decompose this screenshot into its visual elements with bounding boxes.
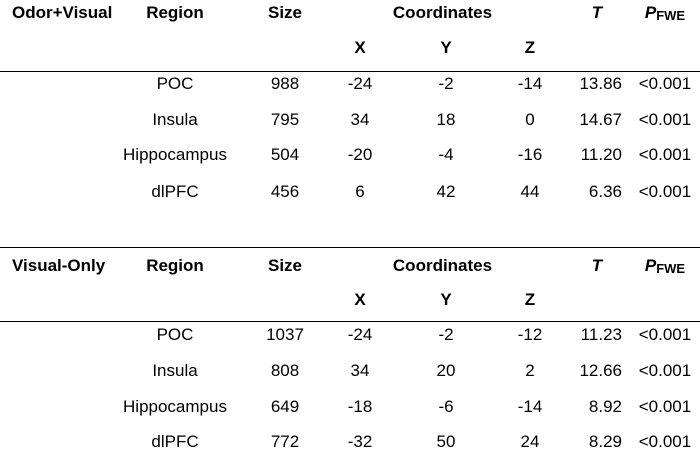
column-header-t: T xyxy=(591,256,603,275)
cell-z: -12 xyxy=(517,325,543,344)
cell-y: -4 xyxy=(438,145,454,164)
coordinate-axis-header-row xyxy=(0,31,700,65)
cell-y: -2 xyxy=(438,74,454,93)
cell-region: Hippocampus xyxy=(123,145,227,164)
cell-region: Insula xyxy=(152,361,198,380)
cell-size: 1037 xyxy=(266,325,304,344)
cell-region: Hippocampus xyxy=(123,397,227,416)
cell-size: 456 xyxy=(270,182,300,201)
column-header-coordinates: Coordinates xyxy=(392,256,493,275)
cell-t: 12.66 xyxy=(579,361,622,380)
cell-x: -32 xyxy=(347,432,373,451)
table-row xyxy=(0,67,700,101)
column-header-z: Z xyxy=(524,38,536,57)
cell-t: 11.23 xyxy=(580,325,622,344)
cell-size: 649 xyxy=(270,397,300,416)
cell-size: 772 xyxy=(270,432,300,451)
cell-region: dlPFC xyxy=(151,182,199,201)
cell-region: Insula xyxy=(152,110,198,129)
cell-x: 6 xyxy=(355,182,365,201)
group-label: Visual-Only xyxy=(12,256,106,275)
cell-size: 795 xyxy=(270,110,300,129)
p-subscript: FWE xyxy=(656,261,686,276)
cell-region: POC xyxy=(156,325,194,344)
cell-y: 18 xyxy=(436,110,456,129)
cell-y: -2 xyxy=(438,325,454,344)
cell-size: 808 xyxy=(270,361,300,380)
column-header-p-fwe xyxy=(628,249,700,283)
cell-z: 44 xyxy=(520,182,540,201)
group-header-row xyxy=(0,249,700,283)
cell-y: 50 xyxy=(436,432,456,451)
cell-p: <0.001 xyxy=(638,74,692,93)
column-header-region: Region xyxy=(146,3,204,22)
table-row xyxy=(0,390,700,424)
cell-z: 0 xyxy=(525,110,535,129)
cell-z: -16 xyxy=(517,145,543,164)
column-header-p-fwe xyxy=(628,0,700,30)
cell-p: <0.001 xyxy=(638,361,692,380)
table-row xyxy=(0,175,700,209)
table-row xyxy=(0,354,700,388)
column-header-y: Y xyxy=(440,290,452,309)
group-label: Odor+Visual xyxy=(12,3,113,22)
cell-p: <0.001 xyxy=(638,432,692,451)
cell-t: 8.29 xyxy=(588,432,622,451)
cell-region: POC xyxy=(156,74,194,93)
p-subscript: FWE xyxy=(656,8,686,23)
cell-size: 504 xyxy=(270,145,300,164)
cell-z: -14 xyxy=(517,397,543,416)
cell-y: 20 xyxy=(436,361,456,380)
cell-p: <0.001 xyxy=(638,397,692,416)
cell-p: <0.001 xyxy=(638,110,692,129)
cell-y: -6 xyxy=(438,397,454,416)
p-symbol: P xyxy=(644,3,657,22)
cell-z: 24 xyxy=(520,432,540,451)
cell-z: -14 xyxy=(517,74,543,93)
group-divider-rule xyxy=(0,247,700,248)
cell-y: 42 xyxy=(436,182,456,201)
column-header-y: Y xyxy=(440,38,452,57)
cell-z: 2 xyxy=(525,361,535,380)
cell-x: 34 xyxy=(350,361,370,380)
column-header-region: Region xyxy=(146,256,204,275)
cell-t: 8.92 xyxy=(588,397,622,416)
table-row xyxy=(0,103,700,137)
table-row xyxy=(0,425,700,459)
column-header-size: Size xyxy=(267,3,303,22)
cell-p: <0.001 xyxy=(638,325,692,344)
cell-x: 34 xyxy=(350,110,370,129)
cell-x: -24 xyxy=(347,74,373,93)
cell-t: 14.67 xyxy=(579,110,622,129)
cell-region: dlPFC xyxy=(151,432,199,451)
table-row xyxy=(0,138,700,172)
cell-t: 11.20 xyxy=(580,145,622,164)
column-header-t: T xyxy=(591,3,603,22)
cell-size: 988 xyxy=(270,74,300,93)
cell-x: -18 xyxy=(347,397,373,416)
column-header-z: Z xyxy=(524,290,536,309)
group-header-row xyxy=(0,0,700,30)
cell-t: 13.86 xyxy=(579,74,622,93)
cell-p: <0.001 xyxy=(638,145,692,164)
table-row xyxy=(0,318,700,352)
column-header-x: X xyxy=(354,290,366,309)
cell-t: 6.36 xyxy=(588,182,622,201)
column-header-coordinates: Coordinates xyxy=(392,3,493,22)
column-header-x: X xyxy=(354,38,366,57)
p-symbol: P xyxy=(644,256,657,275)
cell-x: -24 xyxy=(347,325,373,344)
cell-p: <0.001 xyxy=(638,182,692,201)
cell-x: -20 xyxy=(347,145,373,164)
coordinate-axis-header-row xyxy=(0,283,700,317)
column-header-size: Size xyxy=(267,256,303,275)
